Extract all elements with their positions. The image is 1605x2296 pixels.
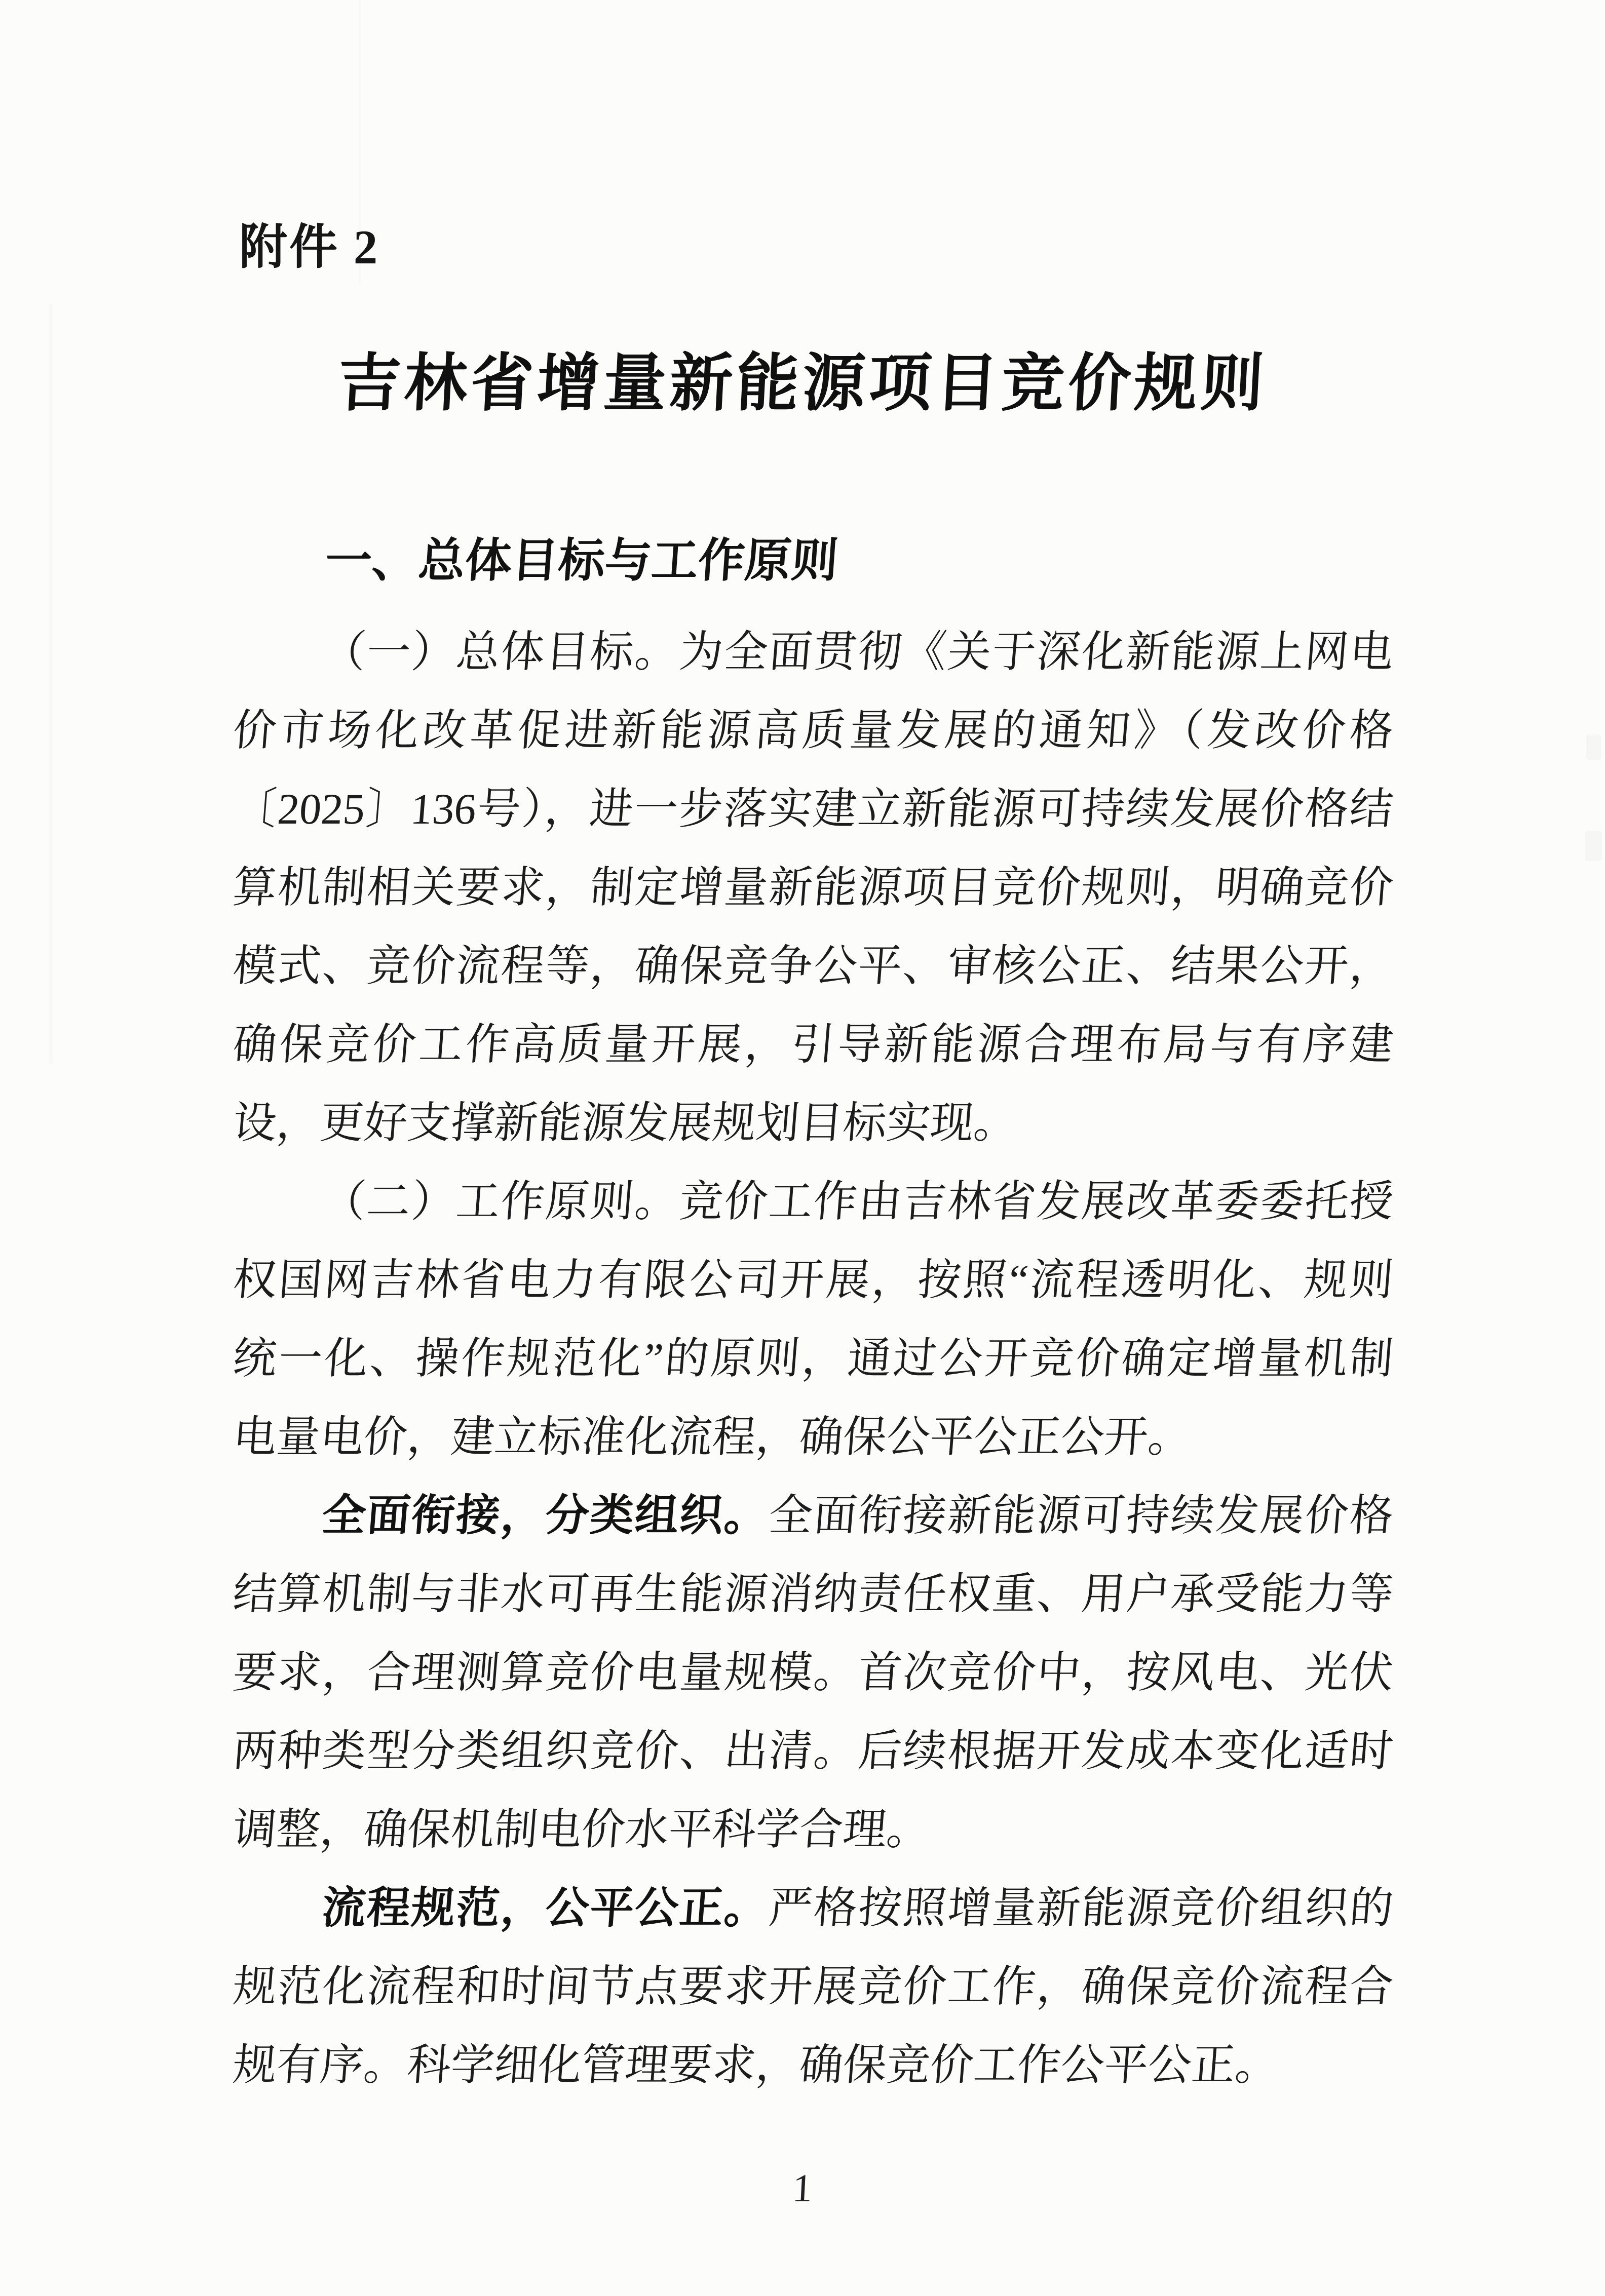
body-line: 统一化、操作规范化”的原则，通过公开竞价确定增量机制 (231, 1334, 1395, 1383)
body-line: 〔2025〕136号），进一步落实建立新能源可持续发展价格结 (231, 785, 1395, 833)
scan-artifact (1586, 734, 1601, 760)
attachment-label: 附件 2 (239, 220, 380, 274)
body-line: 设，更好支撑新能源发展规划目标实现。 (231, 1099, 1019, 1147)
body-line: 权国网吉林省电力有限公司开展，按照“流程透明化、规则 (231, 1256, 1395, 1304)
body-line: （一）总体目标。为全面贯彻《关于深化新能源上网电 (320, 628, 1395, 676)
body-line: 算机制相关要求，制定增量新能源项目竞价规则，明确竞价 (231, 863, 1395, 912)
body-line: 流程规范，公平公正。严格按照增量新能源竞价组织的 (320, 1884, 1395, 1932)
document-title: 吉林省增量新能源项目竞价规则 (336, 349, 1269, 418)
body-line: 全面衔接，分类组织。全面衔接新能源可持续发展价格 (320, 1491, 1395, 1540)
body-line: 确保竞价工作高质量开展，引导新能源合理布局与有序建 (231, 1020, 1395, 1069)
body-line: 电量电价，建立标准化流程，确保公平公正公开。 (231, 1413, 1194, 1461)
body-line: 要求，合理测算竞价电量规模。首次竞价中，按风电、光伏 (231, 1648, 1395, 1697)
page-number: 1 (791, 2166, 814, 2210)
document-body (233, 613, 1393, 2105)
bold-lead-text: 全面衔接，分类组织。 (320, 1491, 771, 1540)
body-line: 结算机制与非水可再生能源消纳责任权重、用户承受能力等 (231, 1570, 1395, 1618)
section-heading: 一、总体目标与工作原则 (323, 535, 840, 587)
body-line: （二）工作原则。竞价工作由吉林省发展改革委委托授 (320, 1177, 1395, 1226)
body-line: 两种类型分类组织竞价、出清。后续根据开发成本变化适时 (231, 1727, 1395, 1775)
body-line: 规有序。科学细化管理要求，确保竞价工作公平公正。 (231, 2041, 1281, 2089)
scan-artifact (49, 304, 53, 1064)
scan-artifact (1585, 831, 1602, 861)
body-line: 调整，确保机制电价水平科学合理。 (231, 1805, 932, 1854)
bold-lead-text: 流程规范，公平公正。 (320, 1884, 771, 1932)
body-line: 规范化流程和时间节点要求开展竞价工作，确保竞价流程合 (231, 1962, 1395, 2011)
body-line: 模式、竞价流程等，确保竞争公平、审核公正、结果公开， (231, 942, 1395, 990)
body-line: 价市场化改革促进新能源高质量发展的通知》（发改价格 (231, 706, 1395, 755)
